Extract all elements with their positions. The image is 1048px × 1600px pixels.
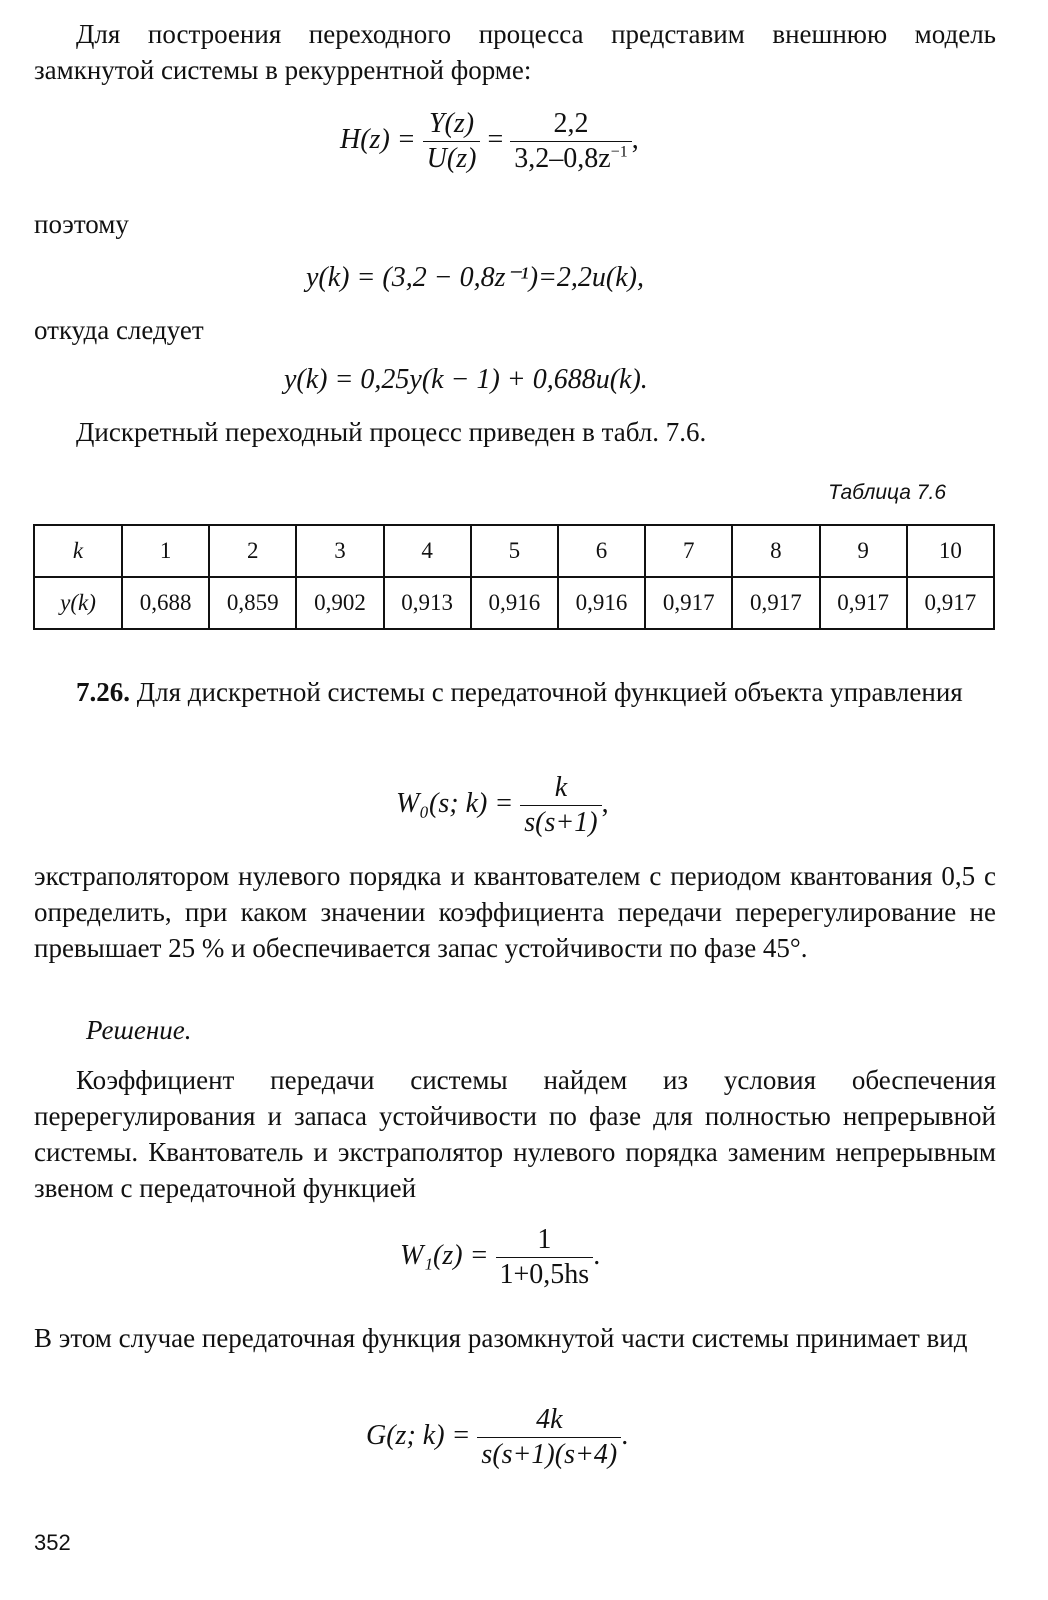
eq4-numerator: k	[520, 772, 601, 806]
intro-paragraph: Для построения переходного процесса представим внешнюю модель замкнутой системы в рекуррентной форме:	[34, 19, 996, 85]
eq1-ratio-numerator: Y(z)	[423, 108, 481, 142]
table-cell-k: 6	[558, 525, 645, 577]
eq5-numerator: 1	[496, 1224, 594, 1258]
table-cell-k: 9	[820, 525, 907, 577]
equation-h-of-z	[340, 108, 639, 175]
eq5-fraction	[496, 1224, 594, 1291]
problem-continuation: экстраполятором нулевого порядка и квантователем с периодом квантования 0,5 с определить, при каком значении коэффициента передачи перерегулирование не превышает 25 % и обеспечивается запас устойчивости по фазе 45°.	[34, 861, 996, 963]
table-cell-y: 0,859	[209, 577, 296, 629]
word-whence: откуда следует	[34, 315, 204, 345]
table-intro: Дискретный переходный процесс приведен в табл. 7.6.	[76, 417, 707, 447]
eq4-comma: ,	[601, 787, 609, 819]
eq6-fraction	[477, 1404, 621, 1471]
eq1-fraction-ratio	[423, 108, 481, 175]
table-cell-y: 0,917	[907, 577, 994, 629]
equation-y-k-recurrence: y(k) = 0,25y(k − 1) + 0,688u(k).	[284, 364, 648, 395]
eq1-ratio-denominator: U(z)	[426, 143, 477, 174]
equation-w1	[400, 1224, 600, 1291]
problem-statement	[34, 674, 996, 710]
table-header-y: y(k)	[34, 577, 122, 629]
table-row-k	[34, 525, 994, 577]
transient-table	[33, 524, 995, 630]
eq6-numerator: 4k	[477, 1404, 621, 1438]
word-therefore: поэтому	[34, 209, 129, 239]
problem-text: Для дискретной системы с передаточной функцией объекта управления	[136, 677, 963, 707]
problem-number: 7.26.	[76, 677, 130, 707]
table-cell-y: 0,917	[645, 577, 732, 629]
table-cell-y: 0,917	[732, 577, 819, 629]
table-cell-k: 8	[732, 525, 819, 577]
solution-paragraph: Коэффициент передачи системы найдем из условия обеспечения перерегулирования и запаса устойчивости по фазе для полностью непрерывной системы. Квантователь и экстраполятор нулевого порядка заменим непрерывным звеном с передаточной функцией	[34, 1065, 996, 1203]
eq1-numerator: 2,2	[510, 108, 631, 142]
table-cell-y: 0,913	[384, 577, 471, 629]
table-caption: Таблица 7.6	[828, 481, 946, 504]
table-cell-k: 1	[122, 525, 209, 577]
table-cell-y: 0,902	[296, 577, 383, 629]
table-cell-k: 4	[384, 525, 471, 577]
eq4-lhs: W₀(s; k) =	[396, 787, 514, 819]
solution-label: Решение.	[86, 1015, 192, 1045]
eq6-period: .	[621, 1419, 629, 1451]
eq1-equals: =	[487, 123, 504, 155]
table-cell-k: 3	[296, 525, 383, 577]
table-cell-k: 10	[907, 525, 994, 577]
eq4-fraction	[520, 772, 601, 839]
open-loop-paragraph: В этом случае передаточная функция разомкнутой части системы принимает вид	[34, 1323, 968, 1353]
table-cell-k: 2	[209, 525, 296, 577]
eq1-lhs: H(z) =	[340, 123, 416, 155]
table-cell-k: 7	[645, 525, 732, 577]
table-cell-y: 0,916	[558, 577, 645, 629]
table-cell-y: 0,917	[820, 577, 907, 629]
page-number: 352	[34, 1530, 71, 1555]
eq1-fraction-value	[510, 108, 631, 175]
equation-g	[366, 1404, 628, 1471]
eq1-comma: ,	[631, 123, 639, 155]
table-header-k: k	[34, 525, 122, 577]
equation-w0	[396, 772, 609, 839]
eq5-denominator: 1+0,5hs	[499, 1259, 590, 1290]
equation-y-k-1: y(k) = (3,2 − 0,8z⁻¹)=2,2u(k),	[306, 262, 644, 293]
eq1-denominator: $3,2-0,8z^{-1}$	[514, 143, 628, 174]
eq5-period: .	[593, 1239, 601, 1271]
eq6-denominator: s(s+1)(s+4)	[481, 1439, 618, 1470]
table-cell-k: 5	[471, 525, 558, 577]
eq4-denominator: s(s+1)	[524, 807, 598, 838]
table-row-y	[34, 577, 994, 629]
eq6-lhs: G(z; k) =	[366, 1419, 471, 1451]
table-cell-y: 0,688	[122, 577, 209, 629]
table-cell-y: 0,916	[471, 577, 558, 629]
eq5-lhs: W₁(z) =	[400, 1239, 489, 1271]
